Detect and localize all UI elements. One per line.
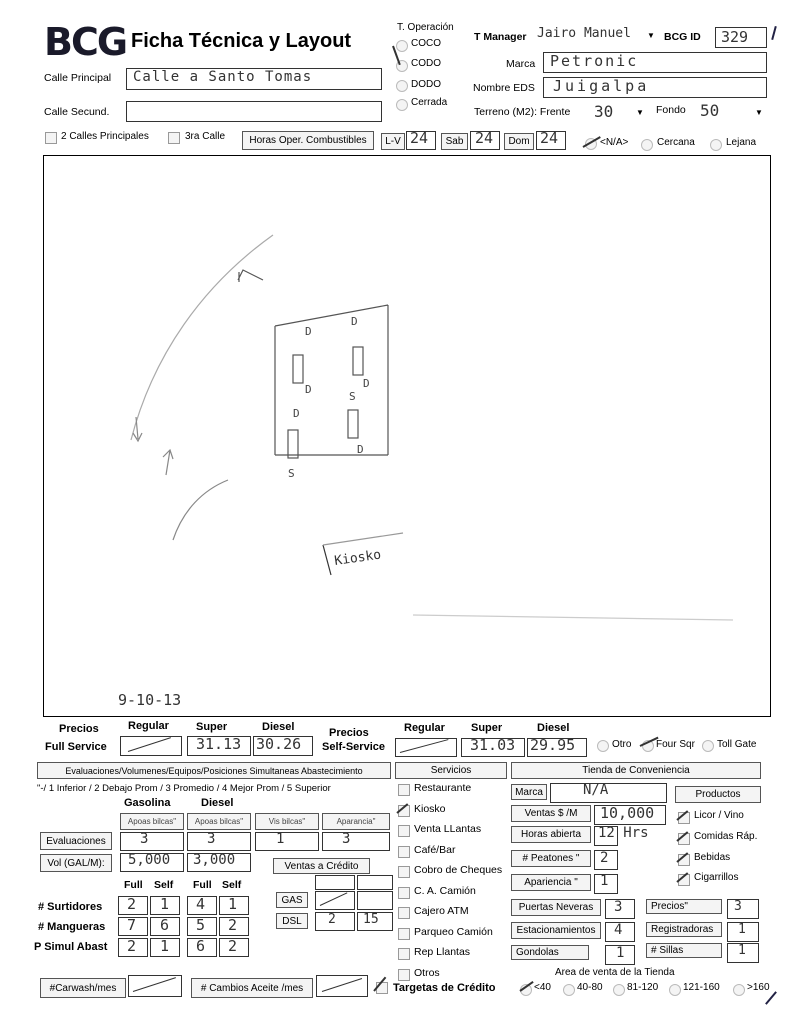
pump-label-s: S bbox=[288, 467, 295, 480]
tercera-calle-checkbox[interactable] bbox=[168, 132, 180, 144]
servicios-header[interactable]: Servicios bbox=[395, 762, 507, 779]
full-diesel-value: 30.26 bbox=[256, 735, 302, 753]
mangueras-value-3: 5 bbox=[196, 916, 206, 934]
lv-label-box: L-V bbox=[381, 133, 405, 150]
margin-pen-mark bbox=[765, 991, 777, 1005]
scale-legend: "-/ 1 Inferior / 2 Debajo Prom / 3 Promedio / 4 Mejor Prom / 5 Superior bbox=[37, 783, 331, 794]
ventas-credito-header: Ventas a Crédito bbox=[273, 858, 370, 874]
surtidor-self-header: Self bbox=[154, 879, 174, 891]
self-regular-header: Regular bbox=[404, 722, 445, 734]
sab-label-box: Sab bbox=[441, 133, 468, 150]
page-title: Ficha Técnica y Layout bbox=[131, 30, 352, 52]
pump-label-d: D bbox=[293, 407, 300, 420]
mangueras-value-2: 6 bbox=[160, 916, 170, 934]
surtidor-full-header-2: Full bbox=[193, 879, 212, 891]
otro-radio[interactable] bbox=[597, 740, 609, 752]
vol-gasolina-value: 5,000 bbox=[128, 852, 171, 868]
eval-value-3: 1 bbox=[276, 831, 285, 847]
gasolina-header: Gasolina bbox=[124, 797, 171, 809]
self-diesel-value: 29.95 bbox=[530, 736, 576, 754]
apariencia-value: 1 bbox=[600, 873, 609, 889]
eval-gasolina-field-1[interactable] bbox=[120, 832, 184, 851]
vol-label: Vol (GAL/M): bbox=[40, 854, 112, 872]
servicio-label: Kiosko bbox=[414, 802, 446, 815]
precios-self-label: Precios bbox=[329, 727, 369, 739]
chevron-down-icon[interactable]: ▼ bbox=[755, 108, 763, 117]
eval-value-1: 3 bbox=[140, 831, 149, 847]
chevron-down-icon[interactable]: ▼ bbox=[647, 31, 655, 40]
producto-label: Licor / Vino bbox=[694, 810, 744, 821]
precios-field[interactable] bbox=[727, 899, 759, 919]
dom-value: 24 bbox=[540, 129, 559, 147]
sub-header-2: Apoas bilcas" bbox=[187, 813, 251, 830]
pump-label-d: D bbox=[357, 443, 364, 456]
dsl-pct-value: 2 bbox=[328, 912, 336, 927]
lv-value: 24 bbox=[410, 129, 429, 147]
lejana-label: Lejana bbox=[726, 137, 757, 148]
servicio-checkbox[interactable] bbox=[398, 948, 410, 960]
dos-calles-label: 2 Calles Principales bbox=[61, 131, 149, 142]
bcg-id-value: 329 bbox=[721, 28, 749, 46]
surtidores-value-3: 4 bbox=[196, 895, 206, 913]
producto-label: Bebidas bbox=[694, 852, 731, 863]
calle-principal-value: Calle a Santo Tomas bbox=[133, 69, 313, 85]
calle-secund-field[interactable] bbox=[126, 101, 382, 122]
simul-value-2: 1 bbox=[160, 937, 170, 955]
gas-label: GAS bbox=[276, 892, 308, 908]
tarjetas-label: Targetas de Crédito bbox=[393, 982, 496, 994]
credit-pct-header-box bbox=[315, 875, 355, 890]
servicio-label: Rep Llantas bbox=[414, 946, 471, 958]
eval-value-4: 3 bbox=[342, 831, 351, 847]
self-regular-field[interactable] bbox=[395, 738, 457, 757]
registradoras-value: 1 bbox=[738, 922, 746, 937]
credit-dias-header-box bbox=[357, 875, 393, 890]
registradoras-label: Registradoras bbox=[646, 922, 722, 937]
dos-calles-checkbox[interactable] bbox=[45, 132, 57, 144]
gondolas-label: Gondolas bbox=[511, 945, 589, 960]
estacionamientos-value: 4 bbox=[614, 922, 623, 938]
pump-label-d: D bbox=[305, 325, 312, 338]
kiosko-sketch-label: Kiosko bbox=[333, 547, 383, 569]
surtidor-full-header: Full bbox=[124, 879, 143, 891]
self-super-value: 31.03 bbox=[470, 736, 516, 754]
full-regular-header: Regular bbox=[128, 720, 169, 732]
servicio-label: Venta LLantas bbox=[414, 823, 482, 835]
full-super-header: Super bbox=[196, 721, 228, 733]
precios-value: 3 bbox=[734, 899, 742, 914]
self-diesel-header: Diesel bbox=[537, 722, 570, 734]
eval-gasolina-field-2[interactable] bbox=[187, 832, 251, 851]
simul-value-1: 2 bbox=[127, 937, 137, 955]
bcg-logo: BCG bbox=[44, 20, 127, 64]
surtidores-value-1: 2 bbox=[127, 895, 137, 913]
simul-abast-label: P Simul Abast bbox=[34, 941, 108, 953]
ventas-value: 10,000 bbox=[600, 804, 655, 822]
sillas-value: 1 bbox=[738, 943, 746, 958]
eval-diesel-field-2[interactable] bbox=[322, 832, 390, 851]
sketch-date: 9-10-13 bbox=[118, 691, 182, 709]
marca-label: Marca bbox=[506, 58, 536, 70]
evaluaciones-label: Evaluaciones bbox=[40, 832, 112, 850]
mangueras-label: # Mangueras bbox=[38, 921, 106, 933]
chevron-down-icon[interactable]: ▼ bbox=[636, 108, 644, 117]
area-option-label: <40 bbox=[534, 982, 551, 993]
layout-sketch bbox=[43, 155, 769, 715]
diesel-header: Diesel bbox=[201, 797, 234, 809]
precios-full-label: Precios bbox=[59, 723, 99, 735]
toll-gate-label: Toll Gate bbox=[717, 739, 757, 750]
surtidores-label: # Surtidores bbox=[38, 901, 103, 913]
servicio-label: Parqueo Camión bbox=[414, 925, 493, 938]
full-diesel-header: Diesel bbox=[262, 721, 295, 733]
servicio-checkbox[interactable] bbox=[398, 887, 410, 899]
pump-label-d: D bbox=[351, 315, 358, 328]
four-sqr-label: Four Sqr bbox=[656, 739, 695, 750]
area-radio[interactable] bbox=[733, 984, 745, 996]
area-option-label: 121-160 bbox=[683, 982, 720, 993]
nombre-eds-value: Juigalpa bbox=[553, 77, 650, 95]
terreno-fondo-value[interactable]: 50 bbox=[700, 101, 720, 120]
calle-secund-label: Calle Secund. bbox=[44, 106, 110, 118]
marca-value: Petronic bbox=[550, 52, 639, 70]
codo-label: CODO bbox=[411, 58, 441, 69]
terreno-frente-label: Terreno (M2): Frente bbox=[474, 106, 571, 118]
pump-label-d: D bbox=[363, 377, 370, 390]
coco-radio[interactable] bbox=[396, 40, 408, 52]
nombre-eds-label: Nombre EDS bbox=[473, 82, 535, 94]
gas-pct-field[interactable] bbox=[315, 891, 355, 910]
servicio-label: Otros bbox=[414, 966, 440, 979]
calle-principal-label: Calle Principal bbox=[44, 72, 112, 84]
cercana-label: Cercana bbox=[657, 137, 695, 148]
tienda-header[interactable]: Tienda de Conveniencia bbox=[511, 762, 761, 779]
servicio-label: Cobro de Cheques bbox=[414, 864, 503, 876]
productos-header: Productos bbox=[675, 786, 761, 803]
otro-label: Otro bbox=[612, 739, 632, 750]
surtidor-self-header-2: Self bbox=[222, 879, 242, 891]
sub-header-1: Apoas bilcas" bbox=[120, 813, 184, 830]
servicio-checkbox[interactable] bbox=[398, 846, 410, 858]
area-option-label: 81-120 bbox=[627, 982, 659, 993]
precios-label: Precios" bbox=[646, 899, 722, 914]
t-manager-label: T Manager bbox=[474, 31, 527, 43]
dodo-label: DODO bbox=[411, 79, 441, 90]
servicio-label: C. A. Camión bbox=[414, 884, 476, 897]
carwash-label: #Carwash/mes bbox=[40, 978, 126, 998]
puertas-neveras-label: Puertas Neveras bbox=[511, 899, 601, 916]
area-option-label: 40-80 bbox=[577, 982, 603, 993]
cerrada-label: Cerrada bbox=[411, 97, 448, 108]
margin-pen-mark bbox=[771, 26, 777, 40]
bcg-id-label: BCG ID bbox=[664, 31, 701, 43]
servicio-checkbox[interactable] bbox=[398, 907, 410, 919]
simul-value-4: 2 bbox=[228, 937, 238, 955]
full-regular-field[interactable] bbox=[120, 736, 182, 756]
toll-gate-radio[interactable] bbox=[702, 740, 714, 752]
servicio-label: Café/Bar bbox=[414, 843, 456, 856]
sub-header-4: Aparancia" bbox=[322, 813, 390, 830]
area-option-label: >160 bbox=[747, 982, 770, 993]
area-radio[interactable] bbox=[669, 984, 681, 996]
horas-oper-button[interactable]: Horas Oper. Combustibles bbox=[242, 131, 374, 150]
sab-value: 24 bbox=[475, 129, 494, 147]
lejana-radio[interactable] bbox=[710, 139, 722, 151]
horas-abierta-value: 12 Hrs bbox=[598, 825, 649, 841]
terreno-frente-value[interactable]: 30 bbox=[594, 102, 614, 121]
dsl-dias-value: 15 bbox=[363, 912, 379, 927]
servicio-checkbox[interactable] bbox=[398, 928, 410, 940]
dom-label-box: Dom bbox=[504, 133, 534, 150]
horas-abierta-label: Horas abierta bbox=[511, 826, 591, 843]
area-venta-label: Area de venta de la Tienda bbox=[555, 967, 675, 978]
t-manager-value[interactable]: Jairo Manuel bbox=[537, 26, 631, 41]
vol-diesel-value: 3,000 bbox=[193, 852, 236, 868]
servicio-checkbox[interactable] bbox=[398, 969, 410, 981]
tienda-marca-label: Marca bbox=[511, 784, 547, 800]
pump-label-d: D bbox=[305, 383, 312, 396]
full-service-label: Full Service bbox=[45, 741, 107, 753]
self-service-label: Self-Service bbox=[322, 741, 385, 753]
estacionamientos-label: Estacionamientos bbox=[511, 922, 601, 939]
apariencia-label: Apariencia " bbox=[511, 874, 591, 891]
servicio-label: Cajero ATM bbox=[414, 905, 469, 917]
servicio-label: Restaurante bbox=[414, 782, 472, 794]
terreno-fondo-label: Fondo bbox=[656, 104, 686, 116]
eval-value-2: 3 bbox=[207, 831, 216, 847]
dodo-radio[interactable] bbox=[396, 80, 408, 92]
na-label: <N/A> bbox=[600, 137, 629, 148]
sillas-label: # Sillas bbox=[646, 943, 722, 958]
t-operacion-label: T. Operación bbox=[397, 22, 454, 33]
tienda-marca-value: N/A bbox=[583, 782, 609, 798]
tienda-marca-field[interactable] bbox=[550, 783, 667, 803]
area-radio[interactable] bbox=[563, 984, 575, 996]
producto-label: Comidas Ráp. bbox=[694, 831, 758, 842]
coco-label: COCO bbox=[411, 38, 441, 49]
surtidores-value-2: 1 bbox=[160, 895, 170, 913]
area-radio[interactable] bbox=[613, 984, 625, 996]
surtidores-value-4: 1 bbox=[228, 895, 238, 913]
peatones-label: # Peatones " bbox=[511, 850, 591, 867]
servicio-checkbox[interactable] bbox=[398, 825, 410, 837]
sub-header-3: Vis bilcas" bbox=[255, 813, 319, 830]
servicio-checkbox[interactable] bbox=[398, 784, 410, 796]
eval-diesel-field-1[interactable] bbox=[255, 832, 319, 851]
simul-value-3: 6 bbox=[196, 937, 206, 955]
puertas-neveras-value: 3 bbox=[614, 899, 623, 915]
full-super-value: 31.13 bbox=[196, 735, 242, 753]
pump-label-s: S bbox=[349, 390, 356, 403]
cambios-aceite-label: # Cambios Aceite /mes bbox=[191, 978, 313, 998]
evaluaciones-header[interactable]: Evaluaciones/Volumenes/Equipos/Posiciones Simultaneas Abastecimiento bbox=[37, 762, 391, 779]
cercana-radio[interactable] bbox=[641, 139, 653, 151]
gondolas-value: 1 bbox=[616, 945, 625, 961]
mangueras-value-1: 7 bbox=[127, 916, 137, 934]
self-super-header: Super bbox=[471, 722, 503, 734]
producto-label: Cigarrillos bbox=[694, 872, 739, 883]
peatones-value: 2 bbox=[600, 850, 609, 866]
gas-dias-field[interactable] bbox=[357, 891, 393, 910]
ventas-label: Ventas $ /M bbox=[511, 805, 591, 822]
dsl-label: DSL bbox=[276, 913, 308, 929]
tercera-calle-label: 3ra Calle bbox=[185, 131, 226, 142]
servicio-checkbox[interactable] bbox=[398, 866, 410, 878]
cerrada-radio[interactable] bbox=[396, 99, 408, 111]
mangueras-value-4: 2 bbox=[228, 916, 238, 934]
